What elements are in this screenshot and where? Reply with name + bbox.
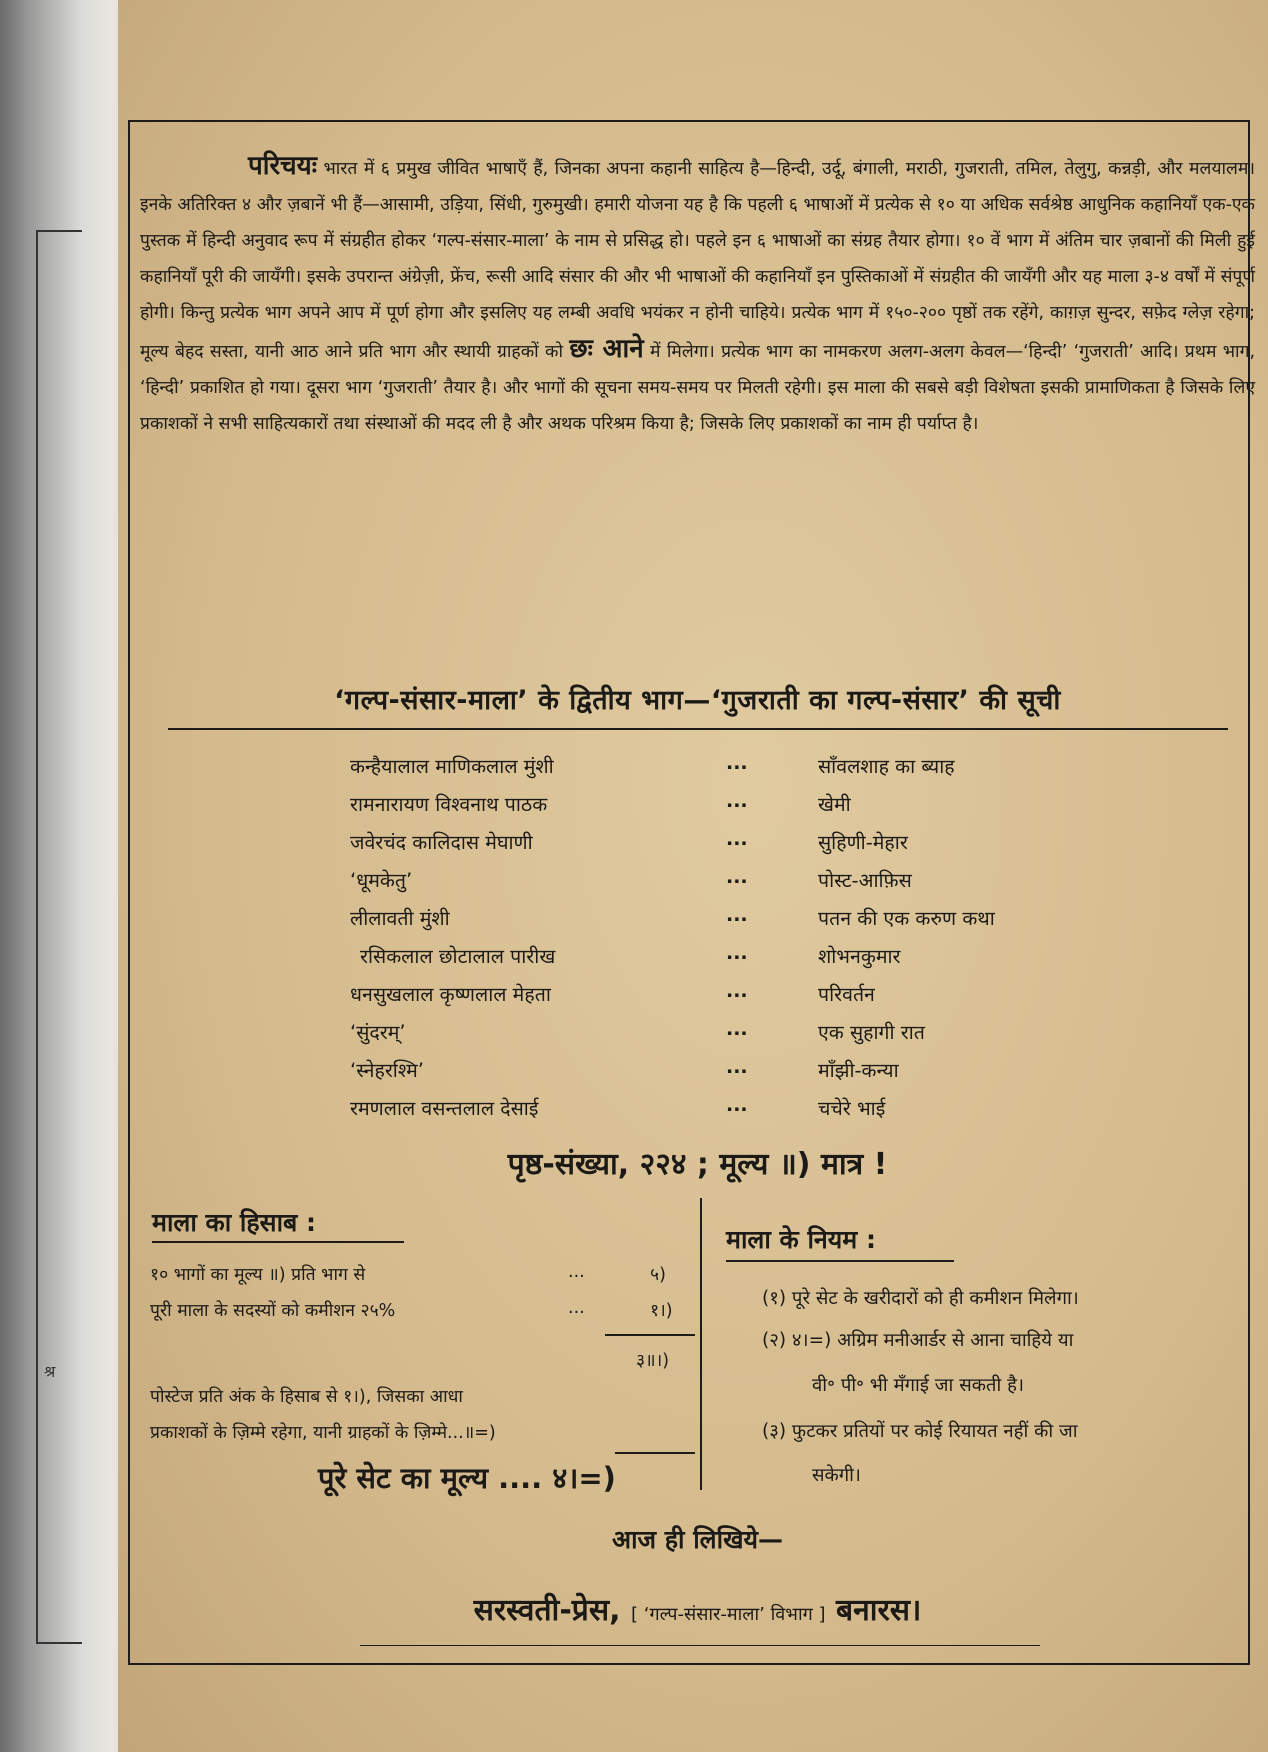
- toc-title: शोभनकुमार: [818, 945, 901, 968]
- toc-author: धनसुखलाल कृष्णलाल मेहता: [350, 983, 551, 1006]
- account-postage-1: पोस्टेज प्रति अंक के हिसाब से १।), जिसका आधा: [150, 1387, 463, 1407]
- toc-author: ‘स्नेहरश्मि’: [350, 1059, 424, 1082]
- toc-title: एक सुहागी रात: [818, 1021, 925, 1044]
- publisher-address: [140, 1588, 1255, 1629]
- toc-dots: ...: [726, 942, 748, 964]
- intro-paragraph: [140, 148, 1255, 442]
- toc-dots: ...: [726, 904, 748, 926]
- account-line-2: पूरी माला के सदस्यों को कमीशन २५%: [150, 1301, 396, 1321]
- account-line-2-value: १।): [650, 1301, 673, 1321]
- intro-text-1: भारत में ६ प्रमुख जीवित भाषाएँ हैं, जिनका अपना कहानी साहित्य है—हिन्दी, उर्दू, बंगाली, मराठी, गुजराती, तमिल, तेलुगु, कन्नड़ी, और मलयालम। इनके अतिरिक्त ४ और ज़बानें भी हैं—आसामी, उड़िया, सिंधी, गुरुमुखी। हमारी योजना यह है कि पहली ६ भाषाओं में प्रत्येक से १० या अधिक सर्वश्रेष्ठ आधुनिक कहानियाँ एक-एक पुस्तक में हिन्दी अनुवाद रूप में संग्रहीत होकर ‘गल्प-संसार-माला’ के नाम से प्रसिद्ध हो। पहले इन ६ भाषाओं का संग्रह तैयार होगा। १० वें भाग में अंतिम चार ज़बानों की मिली हुई कहानियाँ पूरी की जायँगी। इसके उपरान्त अंग्रेज़ी, फ्रेंच, रूसी आदि संसार की और भी भाषाओं की कहानियाँ इन पुस्तिकाओं में संग्रहीत की जायँगी और यह माला ३-४ वर्षों में संपूर्ण होगी। किन्तु प्रत्येक भाग अपने आप में पूर्ण होगा और इसलिए यह लम्बी अवधि भयंकर न होनी चाहिये। प्रत्येक भाग में १५०-२०० पृष्ठों तक रहेंगे, काग़ज़ सुन्दर, सफ़ेद ग्लेज़ रहेगा; मूल्य बेहद सस्ता, यानी आठ आने प्रति भाग और स्थायी ग्राहकों को: [140, 159, 1255, 362]
- department: [ ‘गल्प-संसार-माला’ विभाग ]: [630, 1604, 826, 1625]
- spine-char: श्र: [44, 1362, 56, 1381]
- rule-2-line-2: वी॰ पी॰ भी मँगाई जा सकती है।: [812, 1375, 1024, 1396]
- toc-author: ‘सुंदरम्’: [350, 1021, 406, 1044]
- toc-title: माँझी-कन्या: [818, 1059, 899, 1082]
- footer-rule: [360, 1645, 1040, 1646]
- toc-author: रसिकलाल छोटालाल पारीख: [360, 945, 556, 968]
- toc-author: कन्हैयालाल माणिकलाल मुंशी: [350, 755, 554, 778]
- toc-heading: ‘गल्प-संसार-माला’ के द्वितीय भाग—‘गुजराती का गल्प-संसार’ की सूची: [334, 685, 1061, 716]
- toc-title: पोस्ट-आफ़िस: [818, 869, 912, 892]
- rules-heading: माला के नियम :: [726, 1225, 876, 1254]
- full-set-price: पूरे सेट का मूल्य .... ४।=): [318, 1461, 616, 1495]
- account-subtotal: ३॥।): [636, 1351, 670, 1371]
- column-divider: [700, 1198, 702, 1490]
- toc-dots: ...: [726, 1056, 748, 1078]
- toc-dots: ...: [726, 1094, 748, 1116]
- toc-dots: ...: [726, 866, 748, 888]
- account-heading-rule: [152, 1241, 404, 1243]
- intro-highlight: छः आने: [569, 334, 644, 364]
- toc-dots: ...: [726, 828, 748, 850]
- rule-3-line-1: (३) फुटकर प्रतियों पर कोई रियायत नहीं की जा: [762, 1421, 1078, 1442]
- account-line-2-dots: ...: [568, 1298, 585, 1318]
- city: बनारस।: [835, 1593, 922, 1628]
- account-line-1: १० भागों का मूल्य ॥) प्रति भाग से: [150, 1265, 366, 1285]
- toc-author: रामनारायण विश्वनाथ पाठक: [350, 793, 548, 816]
- call-to-action: आज ही लिखिये—: [611, 1525, 784, 1554]
- rule-1: (१) पूरे सेट के खरीदारों को ही कमीशन मिलेगा।: [762, 1288, 1079, 1309]
- account-heading: माला का हिसाब :: [152, 1208, 317, 1237]
- toc-author: रमणलाल वसन्तलाल देसाई: [350, 1097, 539, 1120]
- toc-author: ‘धूमकेतु’: [350, 869, 413, 892]
- rules-heading-rule: [726, 1260, 954, 1262]
- rule-2-line-1: (२) ४।=) अग्रिम मनीआर्डर से आना चाहिये या: [762, 1330, 1074, 1351]
- account-postage-2: प्रकाशकों के ज़िम्मे रहेगा, यानी ग्राहकों के ज़िम्मे...॥=): [150, 1423, 496, 1443]
- toc-heading-rule: [168, 728, 1228, 730]
- toc-title: सुहिणी-मेहार: [818, 831, 908, 854]
- page-count-price: पृष्ठ-संख्या, २२४ ; मूल्य ॥) मात्र !: [507, 1147, 888, 1182]
- toc-dots: ...: [726, 790, 748, 812]
- account-line-1-value: ५): [650, 1265, 666, 1285]
- intro-text-2: में मिलेगा। प्रत्येक भाग का नामकरण अलग-अलग केवल—‘हिन्दी’ ‘गुजराती’ आदि। प्रथम भाग, ‘हिन्दी’ प्रकाशित हो गया। दूसरा भाग ‘गुजराती’ तैयार है। और भागों की सूचना समय-समय पर मिलती रहेगी। इस माला की सबसे बड़ी विशेषता इसकी प्रामाणिकता है जिसके लिए प्रकाशकों ने सभी साहित्यकारों तथा संस्थाओं की मदद ली है और अथक परिश्रम किया है; जिसके लिए प्रकाशकों का नाम ही पर्याप्त है।: [140, 342, 1256, 434]
- toc-title: परिवर्तन: [818, 983, 875, 1006]
- toc-dots: ...: [726, 980, 748, 1002]
- intro-lead: परिचयः: [248, 151, 317, 181]
- toc-dots: ...: [726, 752, 748, 774]
- toc-author: जवेरचंद कालिदास मेघाणी: [350, 831, 533, 854]
- account-line-1-dots: ...: [568, 1262, 585, 1282]
- rule-3-line-2: सकेगी।: [812, 1465, 861, 1486]
- subtotal-rule: [605, 1334, 695, 1336]
- press-name: सरस्वती-प्रेस,: [473, 1593, 621, 1628]
- toc-title: चचेरे भाई: [818, 1097, 886, 1120]
- toc-dots: ...: [726, 1018, 748, 1040]
- toc-title: साँवलशाह का ब्याह: [818, 755, 955, 778]
- toc-title: खेमी: [818, 793, 851, 816]
- total-rule: [615, 1452, 695, 1454]
- toc-author: लीलावती मुंशी: [350, 907, 450, 930]
- toc-title: पतन की एक करुण कथा: [818, 907, 995, 930]
- spine-border: [36, 230, 82, 1644]
